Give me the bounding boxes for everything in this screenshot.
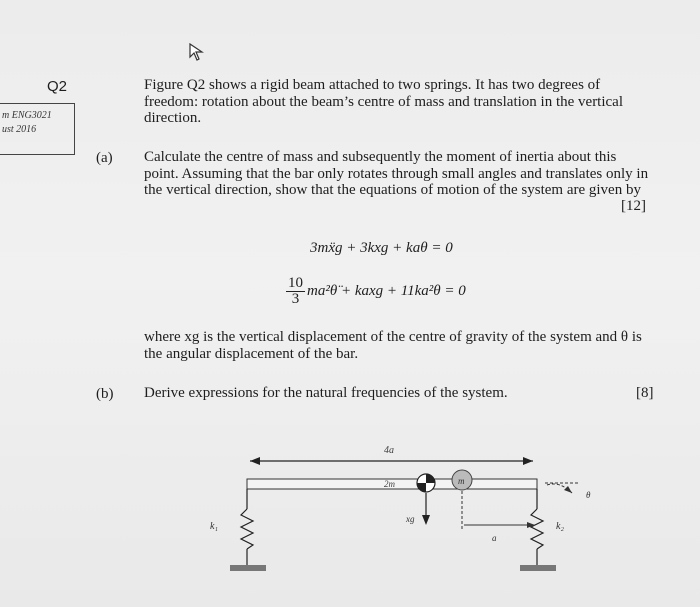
- where-text: where xg is the vertical displacement of the centre of gravity of the system and θ is the angular displacement of the bar.: [144, 329, 642, 362]
- equation-2-denominator: 3: [291, 291, 300, 307]
- cursor-icon: [188, 42, 206, 67]
- part-a-text: Calculate the centre of mass and subsequently the moment of inertia about this point. Assuming that the bar only rotates through small angles and translates only in the vertical direction, show that the equations of motion of the system are given by: [144, 149, 649, 198]
- equation-2-body: ma²θ̈ + kaxg + 11ka²θ = 0: [307, 282, 466, 299]
- part-b-text: Derive expressions for the natural frequencies of the system.: [144, 385, 508, 401]
- left-spring: [230, 489, 266, 571]
- right-spring: [520, 489, 556, 571]
- mass-left-label: 2m: [384, 479, 395, 489]
- displacement-arrow: [422, 493, 430, 525]
- part-a-marks: [12]: [621, 198, 646, 214]
- figure-q2: [200, 435, 600, 585]
- part-b-marks: [8]: [636, 385, 654, 401]
- part-a-label: (a): [96, 150, 113, 166]
- angle-label: θ: [586, 490, 591, 500]
- equation-2: [286, 276, 466, 307]
- offset-dimension: [462, 491, 535, 531]
- question-intro: Figure Q2 shows a rigid beam attached to two springs. It has two degrees of freedom: rotation about the beam’s centre of mass and translation in the vertical direction.: [144, 77, 624, 126]
- spring-right-label: k₂: [556, 521, 564, 532]
- equation-2-fraction: [286, 276, 305, 307]
- length-label: 4a: [384, 445, 394, 456]
- length-dimension-arrow: [250, 457, 533, 465]
- spring-left-label: k₁: [210, 521, 218, 532]
- displacement-label: xg: [406, 514, 415, 524]
- question-label: Q2: [47, 78, 68, 95]
- equation-2-numerator: 10: [288, 275, 303, 291]
- centre-of-gravity-icon: [417, 474, 435, 492]
- offset-label: a: [492, 533, 497, 543]
- rotation-arrow-icon: [545, 483, 580, 493]
- course-code: m ENG3021: [2, 110, 52, 121]
- exam-date: ust 2016: [2, 124, 37, 135]
- part-b-label: (b): [96, 386, 114, 402]
- mass-right-label: m: [458, 476, 465, 486]
- equation-1: 3mẍg + 3kxg + kaθ = 0: [310, 240, 453, 256]
